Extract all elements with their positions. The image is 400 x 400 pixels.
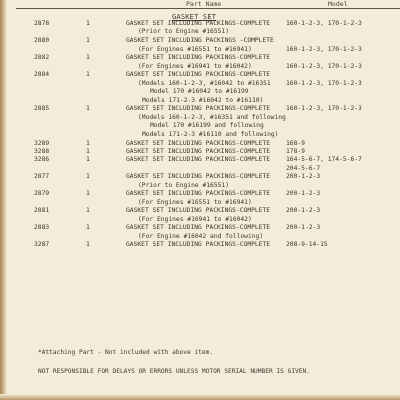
part-name: GASKET SET INCLUDING PACKINGS-COMPLETE (126, 148, 271, 155)
model: 160-1-2-3, 170-1-2-3 (286, 20, 362, 27)
part-name-detail: (For Engine #16042 and following) (138, 233, 264, 240)
header-rule (16, 8, 400, 9)
column-header-model: Model (328, 0, 348, 8)
part-number: 2883 (34, 224, 50, 231)
model: 200-1-2-3 (286, 173, 321, 180)
part-name-detail: Model 170 #16199 and following (150, 122, 264, 129)
scan-bottom-edge (0, 394, 400, 400)
part-name-detail: (For Engines #16941 to #16042) (138, 216, 252, 223)
part-number: 2885 (34, 105, 50, 112)
part-name-detail: (For Engines #16551 to #16941) (138, 199, 252, 206)
model: 204-5-6-7 (286, 165, 321, 172)
table-row (0, 172, 400, 181)
section-title: GASKET SET (172, 13, 217, 21)
part-name: GASKET SET INCLUDING PACKINGS-COMPLETE (126, 173, 271, 180)
part-name-detail: Model 170 #16042 to #16199 (150, 88, 249, 95)
part-name: GASKET SET INCLUDING PACKINGS-COMPLETE (126, 71, 271, 78)
table-row (0, 27, 400, 36)
column-header-part-name: Part Name (186, 0, 222, 8)
part-number: 2882 (34, 54, 50, 61)
table-row (0, 130, 400, 139)
model: 164-5-6-7, 174-5-6-7 (286, 156, 362, 163)
quantity: 1 (86, 37, 90, 44)
model: 160-1-2-3, 170-1-2-3 (286, 46, 362, 53)
table-row (0, 206, 400, 215)
model: 200-1-2-3 (286, 190, 321, 197)
quantity: 1 (86, 140, 90, 147)
part-name: GASKET SET INCLUDING PACKINGS-COMPLETE (126, 156, 271, 163)
table-row (0, 240, 400, 249)
table-row (0, 189, 400, 198)
quantity: 1 (86, 156, 90, 163)
quantity: 1 (86, 20, 90, 27)
table-row (0, 223, 400, 232)
part-name: GASKET SET INCLUDING PACKINGS-COMPLETE (126, 241, 271, 248)
part-number: 2877 (34, 173, 50, 180)
part-number: 2879 (34, 190, 50, 197)
part-name: GASKET SET INCLUDING PACKINGS-COMPLETE (126, 190, 271, 197)
model: 160-1-2-3, 170-1-2-3 (286, 63, 362, 70)
table-row (0, 87, 400, 96)
serial-number-disclaimer: NOT RESPONSIBLE FOR DELAYS OR ERRORS UNLESS MOTOR SERIAL NUMBER IS GIVEN. (38, 368, 310, 375)
part-name: GASKET SET INCLUDING PACKINGS-COMPLETE (126, 20, 271, 27)
part-name: GASKET SET INCLUDING PACKINGS-COMPLETE (126, 140, 271, 147)
model: 160-1-2-3, 170-1-2-3 (286, 80, 362, 87)
part-name-detail: (For Engines #16551 to #16941) (138, 46, 252, 53)
part-name-detail: Models 171-2-3 #16042 to #16110) (142, 97, 264, 104)
part-number: 2881 (34, 207, 50, 214)
model: 208-9-14-15 (286, 241, 328, 248)
attaching-part-footnote: *Attaching Part - Not included with above item. (38, 349, 214, 356)
part-name-detail: Models 171-2-3 #16110 and following) (142, 131, 279, 138)
model: 160-1-2-3, 170-1-2-3 (286, 105, 362, 112)
part-name: GASKET SET INCLUDING PACKINGS-COMPLETE (126, 54, 271, 61)
model: 200-1-2-3 (286, 224, 321, 231)
part-name: GASKET SET INCLUDING PACKINGS-COMPLETE (126, 105, 271, 112)
table-row (0, 53, 400, 62)
table-row (0, 104, 400, 113)
quantity: 1 (86, 105, 90, 112)
part-number: 3286 (34, 156, 50, 163)
quantity: 1 (86, 173, 90, 180)
part-number: 3288 (34, 148, 50, 155)
table-row (0, 155, 400, 164)
part-number: 2880 (34, 37, 50, 44)
part-number: 3287 (34, 241, 50, 248)
part-name: GASKET SET INCLUDING PACKINGS -COMPLETE (126, 37, 274, 44)
quantity: 1 (86, 54, 90, 61)
part-number: 2878 (34, 20, 50, 27)
model: 178-9 (286, 148, 305, 155)
quantity: 1 (86, 190, 90, 197)
part-name: GASKET SET INCLUDING PACKINGS-COMPLETE (126, 207, 271, 214)
quantity: 1 (86, 71, 90, 78)
model: 200-1-2-3 (286, 207, 321, 214)
part-number: 3289 (34, 140, 50, 147)
part-name: GASKET SET INCLUDING PACKINGS-COMPLETE (126, 224, 271, 231)
part-number: 2884 (34, 71, 50, 78)
quantity: 1 (86, 224, 90, 231)
quantity: 1 (86, 207, 90, 214)
quantity: 1 (86, 241, 90, 248)
part-name-detail: (Prior to Engine #16551) (138, 182, 229, 189)
part-name-detail: (For Engines #16941 to #16042) (138, 63, 252, 70)
part-name-detail: (Prior to Engine #16551) (138, 28, 229, 35)
part-name-detail: (Models 160-1-2-3, #16351 and following (138, 114, 286, 121)
table-row (0, 36, 400, 45)
table-row (0, 70, 400, 79)
table-row (0, 121, 400, 130)
quantity: 1 (86, 148, 90, 155)
part-name-detail: (Models 160-1-2-3, #16042 to #16351 (138, 80, 271, 87)
model: 168-9 (286, 140, 305, 147)
